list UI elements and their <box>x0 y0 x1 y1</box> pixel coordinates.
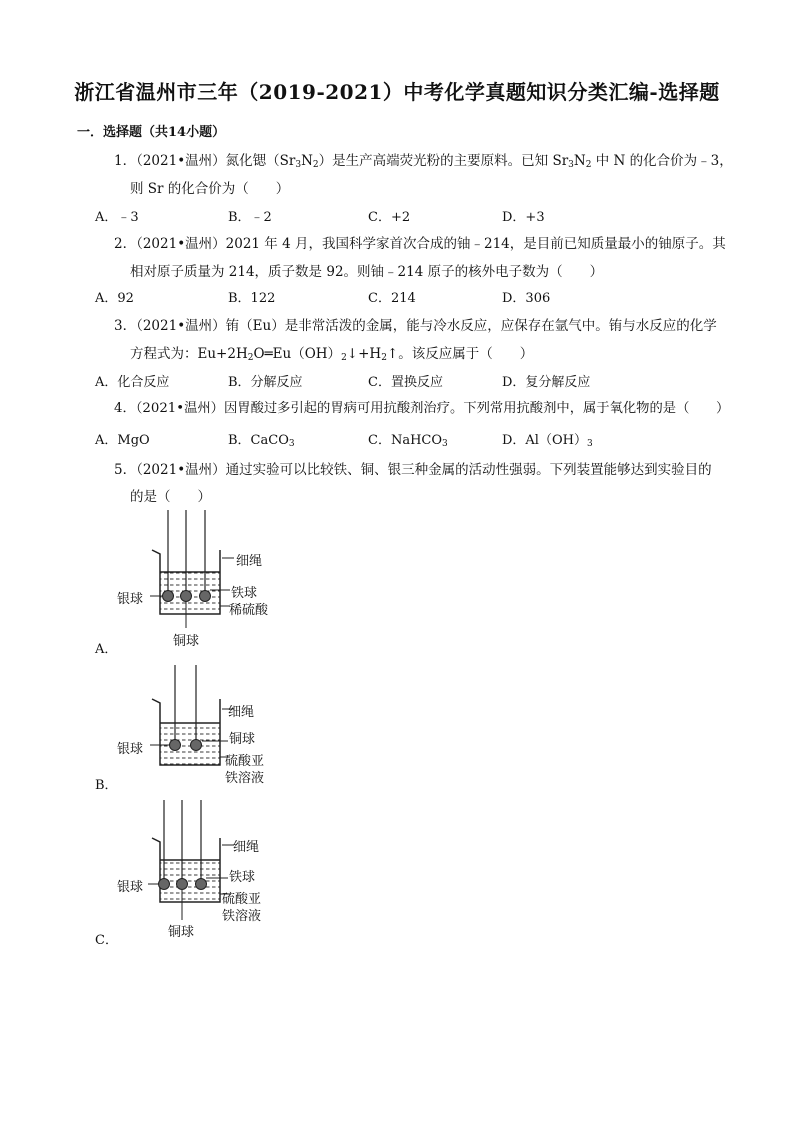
fig-c-solution-label-1: 硫酸亚 <box>222 892 262 907</box>
q1-sub: 3 <box>295 160 302 170</box>
q3-sub: 2 <box>341 353 347 363</box>
q1-sub: 2 <box>585 160 592 170</box>
q3-option-d: D．复分解反应 <box>502 375 591 390</box>
question-5-line-2: 的是（ ） <box>130 489 211 505</box>
q3-sub: 2 <box>247 353 254 363</box>
q3-option-a: A．化合反应 <box>95 375 170 390</box>
q3-text: ↓+H <box>346 346 382 362</box>
q3-text: ↑。该反应属于（ ） <box>386 346 534 362</box>
copper-ball <box>191 740 202 751</box>
q2-option-d: D．306 <box>502 291 551 306</box>
figure-c-letter: C． <box>95 933 118 948</box>
q4-sub: 3 <box>288 439 295 449</box>
q1-option-d: D．+3 <box>502 210 545 225</box>
fig-c-copper-label: 铜球 <box>168 925 195 940</box>
silver-ball <box>170 740 181 751</box>
q2-option-b: B．122 <box>228 291 276 306</box>
silver-ball <box>159 879 170 890</box>
q1-option-c: C．+2 <box>368 210 411 225</box>
q1-text: ）是生产高端荧光粉的主要原料。已知 Sr <box>318 153 569 169</box>
liquid-fill <box>160 723 220 765</box>
q1-text: N <box>573 153 586 169</box>
fig-a-string-label: 细绳 <box>236 554 263 569</box>
copper-ball <box>181 591 192 602</box>
q4-option-a: A．MgO <box>95 433 150 448</box>
question-3-line-1: 3．（2021•温州）铕（Eu）是非常活泼的金属，能与冷水反应，应保存在氩气中。铕与水反应的化学 <box>114 318 717 334</box>
fig-b-solution-label-2: 铁溶液 <box>225 771 265 786</box>
section-heading: 一．选择题（共14小题） <box>77 125 226 140</box>
q3-sub: 2 <box>381 353 387 363</box>
silver-ball <box>163 591 174 602</box>
figure-a-letter: A． <box>95 642 118 657</box>
q1-sub: 2 <box>312 160 319 170</box>
q4-option-b-text: B．CaCO <box>228 433 289 448</box>
q1-option-a: A．﹣3 <box>95 210 139 225</box>
fig-a-acid-label: 稀硫酸 <box>229 603 269 618</box>
q4-sub: 3 <box>586 439 593 449</box>
fig-c-string-label: 细绳 <box>233 840 260 855</box>
fig-b-string-label: 细绳 <box>228 705 255 720</box>
q1-text: 1．（2021•温州）氮化锶（Sr <box>114 153 296 169</box>
question-2-line-1: 2．（2021•温州）2021 年 4 月，我国科学家首次合成的铀﹣214，是目前已知质量最小的铀原子。其 <box>114 236 726 252</box>
q1-text: 中 N 的化合价为﹣3， <box>591 153 733 169</box>
q3-option-c: C．置换反应 <box>368 375 443 390</box>
q3-option-b: B．分解反应 <box>228 375 303 390</box>
fig-c-solution-label-2: 铁溶液 <box>222 909 262 924</box>
q2-option-a: A．92 <box>95 291 134 306</box>
q3-text: O═Eu（OH） <box>253 346 342 362</box>
fig-c-iron-label: 铁球 <box>229 870 256 885</box>
iron-ball <box>196 879 207 890</box>
q1-option-b: B．﹣2 <box>228 210 272 225</box>
question-1-line-2: 则 Sr 的化合价为（ ） <box>130 181 290 197</box>
page-title: 浙江省温州市三年（2019-2021）中考化学真题知识分类汇编-选择题 <box>74 80 720 104</box>
figure-b-letter: B． <box>95 778 118 793</box>
question-3-line-2 <box>130 342 533 363</box>
q4-option-c <box>368 429 448 449</box>
q1-sub: 3 <box>568 160 574 170</box>
fig-b-silver-label: 银球 <box>117 742 144 757</box>
figure-a-beaker-diagram <box>140 510 280 645</box>
question-1-line-1 <box>114 149 733 170</box>
iron-ball <box>200 591 211 602</box>
q4-option-d <box>502 429 593 449</box>
question-2-line-2: 相对原子质量为 214，质子数是 92。则铀﹣214 原子的核外电子数为（ ） <box>130 264 604 280</box>
q1-text: N <box>301 153 313 169</box>
copper-ball <box>177 879 188 890</box>
q4-option-d-text: D．Al（OH） <box>502 433 587 448</box>
fig-c-silver-label: 银球 <box>117 880 144 895</box>
q2-option-c: C．214 <box>368 291 416 306</box>
question-5-line-1: 5．（2021•温州）通过实验可以比较铁、铜、银三种金属的活动性强弱。下列装置能够达到实验目的 <box>114 462 712 478</box>
fig-a-iron-label: 铁球 <box>231 586 258 601</box>
fig-b-copper-label: 铜球 <box>229 732 256 747</box>
q3-text: 方程式为：Eu+2H <box>130 346 248 362</box>
q4-option-c-text: C．NaHCO <box>368 433 443 448</box>
fig-b-solution-label-1: 硫酸亚 <box>225 754 265 769</box>
q4-option-b <box>228 429 295 449</box>
q4-sub: 3 <box>442 439 448 449</box>
fig-a-silver-label: 银球 <box>117 592 144 607</box>
question-4-line-1: 4．（2021•温州）因胃酸过多引起的胃病可用抗酸剂治疗。下列常用抗酸剂中，属于氧化物的是（ ） <box>114 401 730 416</box>
fig-a-copper-label: 铜球 <box>173 634 200 649</box>
